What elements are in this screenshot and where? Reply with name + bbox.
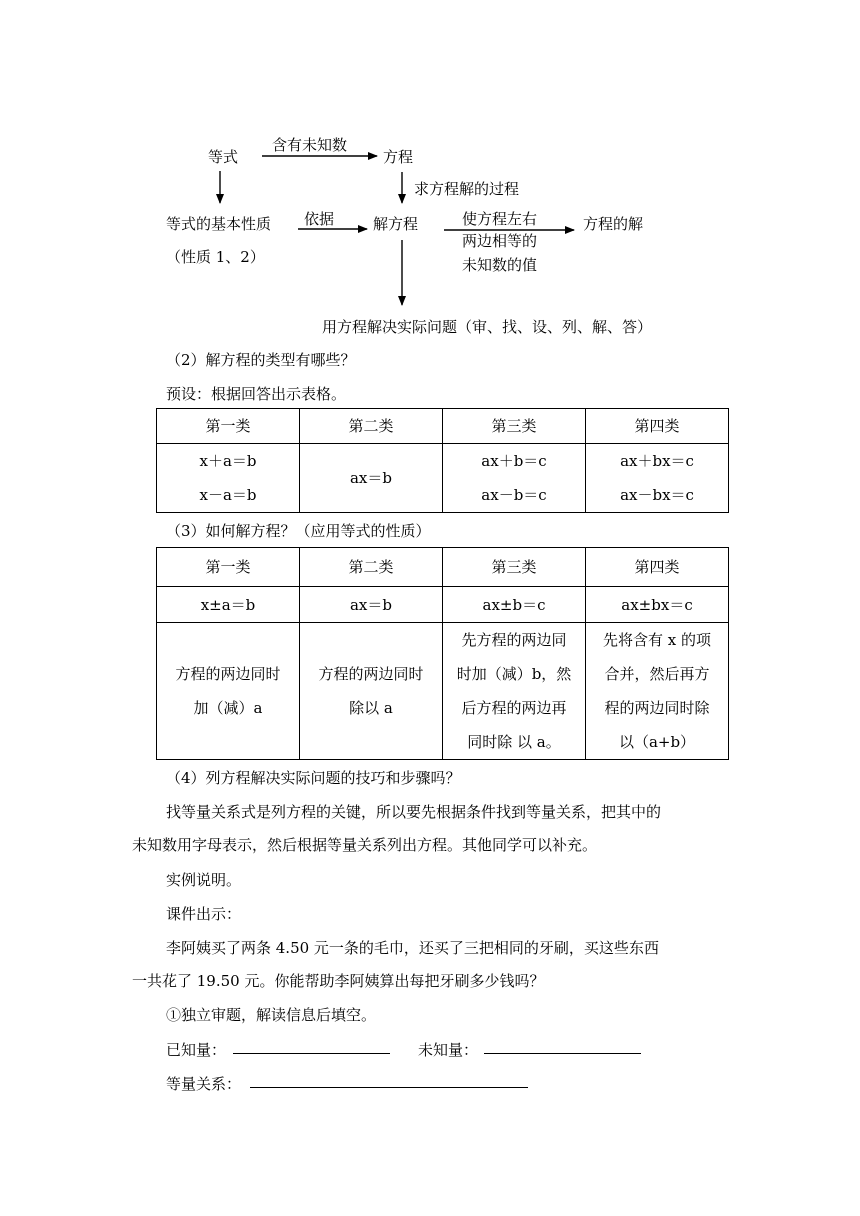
unknown-blank[interactable] (484, 1039, 641, 1054)
table-cell: ax＝b (300, 587, 443, 623)
table-row (157, 623, 729, 760)
unknown-label: 未知量： (418, 1041, 479, 1059)
method-line: 先将含有 x 的项 (603, 631, 711, 649)
table-cell: x±a＝b (157, 587, 300, 623)
equation: ax＋b＝c (481, 452, 547, 470)
label-yiju: 依据 (304, 210, 335, 228)
table-cell (443, 444, 586, 513)
method-line: 后方程的两边再 (461, 699, 567, 717)
table-header-cell: 第一类 (157, 409, 300, 444)
known-label: 已知量： (166, 1041, 227, 1059)
label-hanyou: 含有未知数 (272, 136, 348, 154)
equation: x－a＝b (199, 486, 257, 504)
paragraph-line: 找等量关系式是列方程的关键，所以要先根据条件找到等量关系，把其中的 (166, 803, 662, 821)
question-2: （2）解方程的类型有哪些？ (166, 351, 356, 369)
equation: ax－b＝c (481, 486, 547, 504)
table-header-row (157, 548, 729, 587)
step-1: ①独立审题，解读信息后填空。 (166, 1006, 377, 1024)
problem-line: 一共花了 19.50 元。你能帮助李阿姨算出每把牙刷多少钱吗？ (132, 972, 545, 990)
node-jiben: 等式的基本性质 (166, 215, 272, 233)
table-header-row (157, 409, 729, 444)
courseware-heading: 课件出示： (166, 905, 242, 923)
method-line: 方程的两边同时 (175, 665, 281, 683)
table-header-cell: 第四类 (586, 548, 729, 587)
method-line: 合并，然后再方 (604, 665, 710, 683)
table-header-cell: 第二类 (300, 409, 443, 444)
table-cell: ax±bx＝c (586, 587, 729, 623)
paragraph-line: 未知数用字母表示，然后根据等量关系列出方程。其他同学可以补充。 (132, 836, 598, 854)
relation-label: 等量关系： (166, 1075, 242, 1093)
problem-line: 李阿姨买了两条 4.50 元一条的毛巾，还买了三把相同的牙刷，买这些东西 (166, 939, 659, 957)
node-fangcheng: 方程 (383, 148, 414, 166)
example-heading: 实例说明。 (166, 871, 242, 889)
table-cell (300, 623, 443, 760)
method-line: 除以 a (349, 699, 393, 717)
node-dengshi: 等式 (208, 148, 239, 166)
known-blank[interactable] (233, 1039, 390, 1054)
question-3: （3）如何解方程？（应用等式的性质） (166, 522, 431, 540)
question-4: （4）列方程解决实际问题的技巧和步骤吗？ (166, 769, 461, 787)
method-line: 方程的两边同时 (318, 665, 424, 683)
table-header-cell: 第四类 (586, 409, 729, 444)
types-table (156, 408, 729, 513)
table-header-cell: 第三类 (443, 409, 586, 444)
table-cell (157, 444, 300, 513)
preset-text: 预设：根据回答出示表格。 (166, 385, 347, 403)
method-line: 加（减）a (193, 699, 263, 717)
table-row (157, 444, 729, 513)
node-xingzhi: （性质 1、2） (166, 248, 265, 266)
method-line: 以（a+b） (618, 733, 696, 751)
methods-table (156, 547, 729, 760)
relation-blank[interactable] (250, 1073, 528, 1088)
table-row (157, 587, 729, 623)
method-line: 同时除 以 a。 (467, 733, 561, 751)
table-cell (443, 623, 586, 760)
table-header-cell: 第三类 (443, 548, 586, 587)
label-qiujie: 求方程解的过程 (414, 180, 520, 198)
equation: x＋a＝b (199, 452, 257, 470)
node-fangchengdejie: 方程的解 (583, 215, 644, 233)
table-cell (586, 623, 729, 760)
table-cell: ax＝b (300, 444, 443, 513)
method-line: 程的两边同时除 (604, 699, 710, 717)
table-header-cell: 第二类 (300, 548, 443, 587)
table-header-cell: 第一类 (157, 548, 300, 587)
diagram-arrows (0, 0, 860, 340)
table-cell: ax±b＝c (443, 587, 586, 623)
node-jiefangcheng: 解方程 (373, 215, 419, 233)
method-line: 先方程的两边同 (461, 631, 567, 649)
label-shi-3: 未知数的值 (462, 256, 538, 274)
method-line: 时加（减）b，然 (456, 665, 572, 683)
label-shi-1: 使方程左右 (462, 210, 538, 228)
equation: ax＋bx＝c (620, 452, 694, 470)
equation: ax－bx＝c (620, 486, 694, 504)
node-shiji: 用方程解决实际问题（审、找、设、列、解、答） (322, 318, 653, 336)
table-cell (586, 444, 729, 513)
label-shi-2: 两边相等的 (462, 232, 538, 250)
table-cell (157, 623, 300, 760)
